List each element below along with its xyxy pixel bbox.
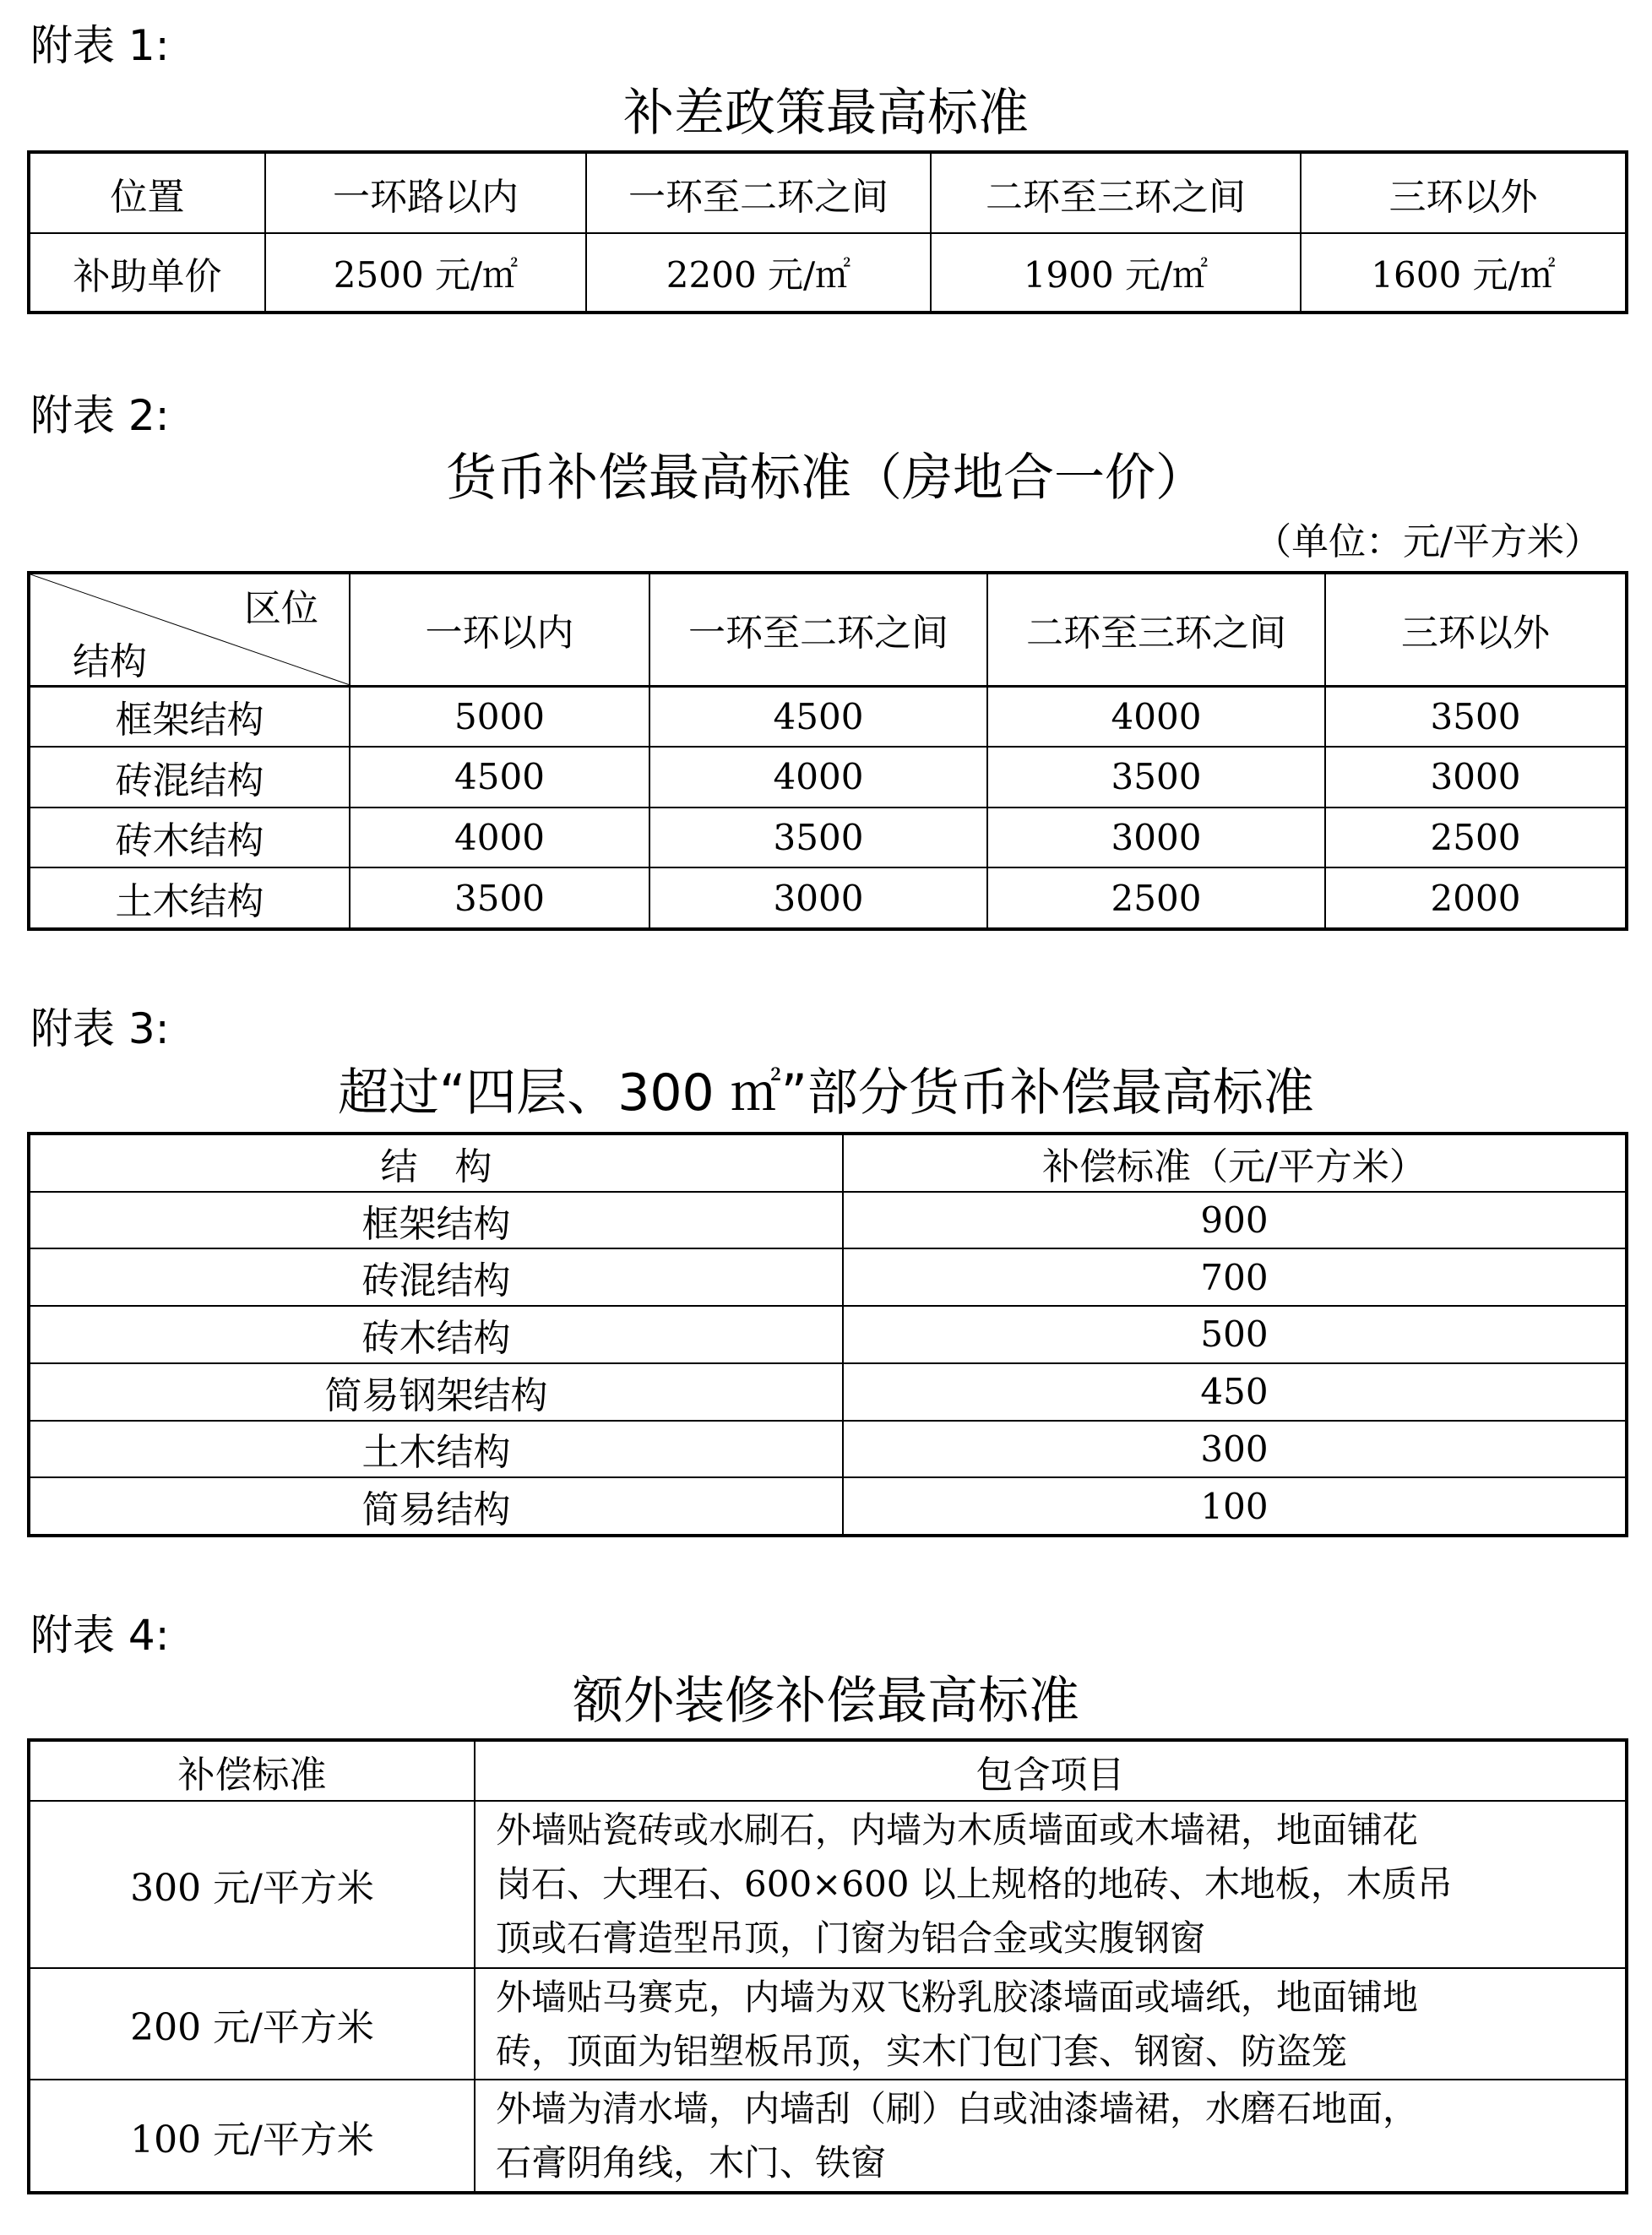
table4-description-cell bbox=[475, 1801, 1627, 1968]
table3-cell: 450 bbox=[843, 1363, 1627, 1421]
table2-cell: 3000 bbox=[987, 808, 1325, 868]
description-line: 岗石、大理石、600×600 以上规格的地砖、木地板，木质吊 bbox=[496, 1863, 1453, 1905]
table1-cell: 2200 元/㎡ bbox=[586, 233, 931, 313]
table1-header-cell: 位置 bbox=[29, 152, 265, 233]
table4-standard-cell: 100 元/平方米 bbox=[29, 2080, 475, 2193]
table2-label: 附表 2: bbox=[30, 391, 170, 440]
description-line: 顶或石膏造型吊顶，门窗为铝合金或实腹钢窗 bbox=[496, 1917, 1206, 1959]
table2-cell: 2500 bbox=[987, 867, 1325, 929]
table1-cell: 2500 元/㎡ bbox=[265, 233, 586, 313]
table1-header-cell: 一环路以内 bbox=[265, 152, 586, 233]
table2-cell: 3500 bbox=[987, 747, 1325, 808]
table1-cell: 1600 元/㎡ bbox=[1301, 233, 1627, 313]
table4 bbox=[27, 1738, 1628, 2194]
table2-cell: 2500 bbox=[1325, 808, 1627, 868]
table3-header-cell: 补偿标准（元/平方米） bbox=[843, 1134, 1627, 1192]
description-line: 砖，顶面为铝塑板吊顶，实木门包门套、钢窗、防盗笼 bbox=[496, 2031, 1348, 2072]
table3-title: 超过“四层、300 ㎡”部分货币补偿最高标准 bbox=[338, 1063, 1314, 1123]
table3-cell: 100 bbox=[843, 1477, 1627, 1536]
table3-cell: 900 bbox=[843, 1192, 1627, 1249]
table2-header-cell: 一环以内 bbox=[350, 573, 649, 686]
table4-standard-cell: 200 元/平方米 bbox=[29, 1968, 475, 2080]
table1-row-label: 补助单价 bbox=[29, 233, 265, 313]
table4-header-cell: 补偿标准 bbox=[29, 1740, 475, 1801]
table2-cell: 3500 bbox=[1325, 686, 1627, 747]
table1-header-cell: 二环至三环之间 bbox=[931, 152, 1301, 233]
description-line: 外墙贴马赛克，内墙为双飞粉乳胶漆墙面或墙纸，地面铺地 bbox=[496, 1977, 1419, 2018]
table2-cell: 4000 bbox=[987, 686, 1325, 747]
table2-cell: 3500 bbox=[649, 808, 987, 868]
table1 bbox=[27, 150, 1628, 314]
table3-row-label: 土木结构 bbox=[29, 1421, 843, 1478]
table2-cell: 4500 bbox=[649, 686, 987, 747]
table4-standard-cell: 300 元/平方米 bbox=[29, 1801, 475, 1968]
table3-cell: 300 bbox=[843, 1421, 1627, 1478]
table3-cell: 500 bbox=[843, 1306, 1627, 1363]
table3-row-label: 简易钢架结构 bbox=[29, 1363, 843, 1421]
table3 bbox=[27, 1132, 1628, 1537]
table2-cell: 4000 bbox=[649, 747, 987, 808]
table4-description-cell bbox=[475, 2080, 1627, 2193]
table2-row-label: 砖混结构 bbox=[29, 747, 350, 808]
table2-cell: 3000 bbox=[1325, 747, 1627, 808]
table2-corner-cell bbox=[29, 573, 350, 686]
table4-title: 额外装修补偿最高标准 bbox=[573, 1672, 1079, 1731]
table1-header-cell: 一环至二环之间 bbox=[586, 152, 931, 233]
table2-row-label: 砖木结构 bbox=[29, 808, 350, 868]
table2-row-label: 框架结构 bbox=[29, 686, 350, 747]
table2-cell: 3500 bbox=[350, 867, 649, 929]
table2-cell: 4000 bbox=[350, 808, 649, 868]
table2-unit: （单位：元/平方米） bbox=[1254, 520, 1601, 563]
table3-row-label: 砖木结构 bbox=[29, 1306, 843, 1363]
description-line: 石膏阴角线，木门、铁窗 bbox=[496, 2142, 887, 2183]
table3-row-label: 砖混结构 bbox=[29, 1248, 843, 1306]
table2-header-cell: 三环以外 bbox=[1325, 573, 1627, 686]
table2-cell: 2000 bbox=[1325, 867, 1627, 929]
table2-title: 货币补偿最高标准（房地合一价） bbox=[446, 449, 1206, 508]
description-line: 外墙贴瓷砖或水刷石，内墙为木质墙面或木墙裙，地面铺花 bbox=[496, 1809, 1419, 1851]
table4-description-cell bbox=[475, 1968, 1627, 2080]
description-line: 外墙为清水墙，内墙刮（刷）白或油漆墙裙，水磨石地面， bbox=[496, 2088, 1419, 2129]
table3-label: 附表 3: bbox=[30, 1004, 170, 1053]
table1-label: 附表 1: bbox=[30, 21, 170, 70]
table2 bbox=[27, 571, 1628, 931]
corner-top-label: 区位 bbox=[244, 587, 318, 630]
table4-label: 附表 4: bbox=[30, 1611, 170, 1660]
table2-header-cell: 二环至三环之间 bbox=[987, 573, 1325, 686]
table3-header-cell: 结 构 bbox=[29, 1134, 843, 1192]
table4-header-cell: 包含项目 bbox=[475, 1740, 1627, 1801]
table3-row-label: 框架结构 bbox=[29, 1192, 843, 1249]
table2-header-cell: 一环至二环之间 bbox=[649, 573, 987, 686]
table2-cell: 3000 bbox=[649, 867, 987, 929]
table1-cell: 1900 元/㎡ bbox=[931, 233, 1301, 313]
table1-header-cell: 三环以外 bbox=[1301, 152, 1627, 233]
table2-cell: 4500 bbox=[350, 747, 649, 808]
corner-bottom-label: 结构 bbox=[73, 639, 147, 683]
table1-title: 补差政策最高标准 bbox=[623, 84, 1029, 143]
table3-row-label: 简易结构 bbox=[29, 1477, 843, 1536]
table2-cell: 5000 bbox=[350, 686, 649, 747]
table2-row-label: 土木结构 bbox=[29, 867, 350, 929]
table3-cell: 700 bbox=[843, 1248, 1627, 1306]
